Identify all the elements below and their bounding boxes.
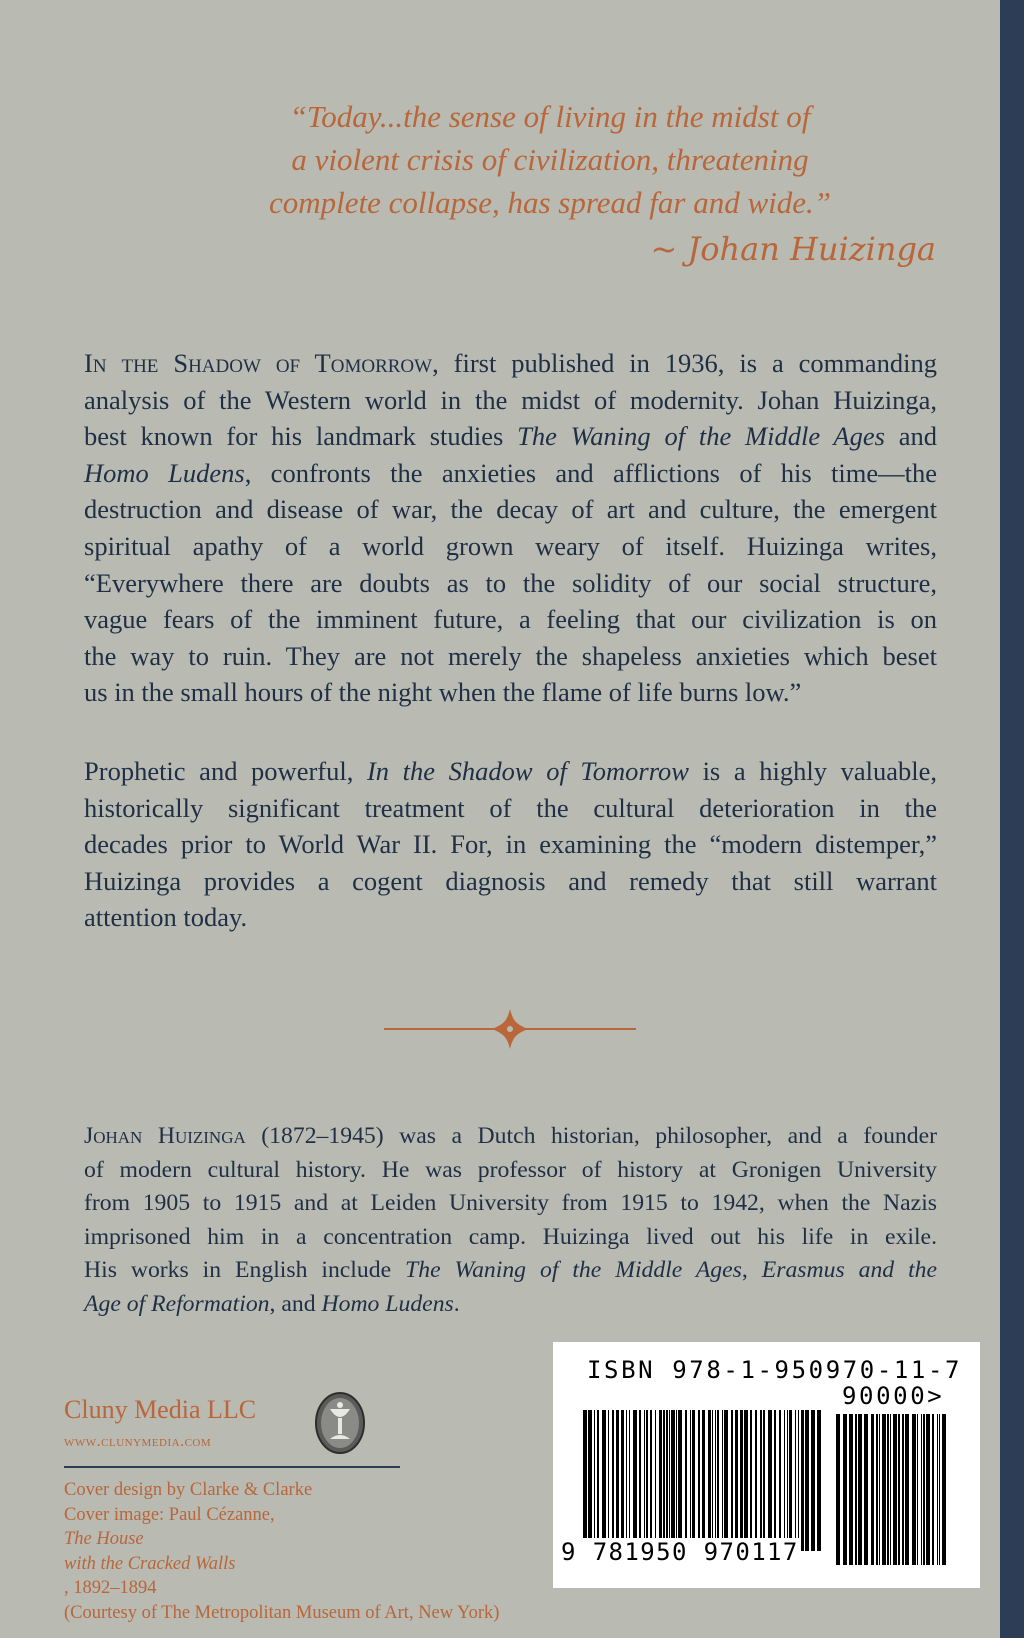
text-span: and bbox=[884, 421, 937, 452]
credit-courtesy: (Courtesy of The Metropolitan Museum of Art, New York) bbox=[64, 1602, 500, 1623]
barcode-bar bbox=[629, 1410, 630, 1551]
barcode-bar bbox=[646, 1410, 648, 1551]
barcode-bar bbox=[836, 1414, 840, 1565]
barcode-bar bbox=[608, 1410, 609, 1551]
text-line bbox=[84, 753, 937, 790]
text-span: , confronts the anxieties and afflictions of his time—the bbox=[244, 457, 938, 488]
barcode-bar bbox=[690, 1410, 691, 1551]
barcode-bar bbox=[755, 1410, 757, 1551]
barcode-bar bbox=[898, 1414, 900, 1565]
text-line: decades prior to World War II. For, in examining the “modern distemper,” bbox=[84, 829, 937, 860]
isbn-barcode bbox=[553, 1342, 980, 1588]
text-span: , and bbox=[269, 1290, 322, 1317]
book-title: Age of Reformation bbox=[84, 1290, 270, 1317]
barcode-bar bbox=[871, 1414, 874, 1565]
barcode-bar bbox=[676, 1410, 677, 1551]
book-title: In the Shadow of Tomorrow bbox=[84, 348, 433, 378]
text-line: spiritual apathy of a world grown weary of itself. Huizinga writes, bbox=[84, 530, 937, 561]
barcode-bar bbox=[722, 1410, 723, 1551]
barcode-bar bbox=[921, 1414, 922, 1565]
credit-image bbox=[64, 1503, 564, 1552]
barcode-bar bbox=[893, 1414, 897, 1565]
barcode-bar bbox=[917, 1414, 918, 1565]
text-line bbox=[84, 345, 937, 382]
barcode-bar bbox=[669, 1410, 670, 1551]
barcode-bar bbox=[698, 1410, 700, 1551]
barcode-bar bbox=[787, 1410, 788, 1551]
text-line: attention today. bbox=[84, 902, 248, 933]
text-span: best known for his landmark studies bbox=[84, 421, 518, 452]
book-title: Homo Ludens bbox=[321, 1290, 454, 1317]
barcode-bar bbox=[666, 1410, 668, 1551]
text-line: historically significant treatment of the cultural deterioration in the bbox=[84, 792, 937, 823]
artwork-title: The House bbox=[64, 1529, 144, 1549]
barcode-bar bbox=[692, 1410, 695, 1551]
barcode-bar bbox=[879, 1414, 880, 1565]
book-title: The Waning of the Middle Ages bbox=[405, 1257, 742, 1284]
text-line bbox=[84, 455, 937, 492]
epigraph-line: complete collapse, has spread far and wide.” bbox=[269, 185, 831, 220]
author-name: Johan Huizinga bbox=[84, 1123, 246, 1149]
barcode-bar bbox=[779, 1410, 781, 1551]
barcode-digits: 9 781950 970117 bbox=[561, 1538, 799, 1566]
artwork-title: with the Cracked Walls bbox=[64, 1553, 236, 1574]
barcode-bar bbox=[939, 1414, 940, 1565]
text-span: Prophetic and powerful, bbox=[84, 756, 367, 786]
barcode-bar bbox=[712, 1410, 713, 1551]
barcode-bar bbox=[890, 1414, 891, 1565]
barcode-bar bbox=[633, 1410, 637, 1551]
barcode-bar bbox=[594, 1410, 595, 1551]
barcode-bar bbox=[774, 1410, 776, 1551]
barcode-bar bbox=[621, 1410, 624, 1551]
author-bio bbox=[84, 1120, 937, 1322]
text-line: destruction and disease of war, the decay of art and culture, the emergent bbox=[84, 494, 937, 525]
book-title: Homo Ludens bbox=[84, 457, 245, 488]
barcode-bar bbox=[597, 1410, 599, 1551]
barcode-bar bbox=[923, 1414, 925, 1565]
barcode-bar bbox=[855, 1414, 857, 1565]
barcode-bar bbox=[805, 1410, 809, 1551]
barcode-bar bbox=[763, 1410, 765, 1551]
barcode-bar bbox=[926, 1414, 930, 1565]
barcode-bar bbox=[715, 1410, 716, 1551]
chalice-medallion-icon bbox=[314, 1391, 366, 1455]
barcode-bar bbox=[902, 1414, 904, 1565]
barcode-bar bbox=[789, 1410, 792, 1551]
text-line: the way to ruin. They are not merely the shapeless anxieties which beset bbox=[84, 640, 937, 671]
barcode-bar bbox=[650, 1410, 652, 1551]
description-paragraph-2 bbox=[84, 753, 937, 936]
barcode-bar bbox=[724, 1410, 728, 1551]
text-span: . bbox=[453, 1290, 460, 1317]
credit-image-cont bbox=[64, 1552, 564, 1601]
credit-design: Cover design by Clarke & Clarke bbox=[64, 1480, 313, 1500]
cover-credits bbox=[64, 1478, 564, 1625]
barcode-bar bbox=[784, 1410, 785, 1551]
text-line: “Everywhere there are doubts as to the solidity of our social structure, bbox=[84, 567, 937, 598]
ornament-center bbox=[507, 1026, 513, 1032]
barcode-bar bbox=[626, 1410, 627, 1551]
barcode-bar bbox=[735, 1410, 738, 1551]
barcode-bar bbox=[864, 1414, 868, 1565]
text-span: Cover image: Paul Cézanne, bbox=[64, 1504, 275, 1525]
fleuron-ornament-icon bbox=[380, 1005, 640, 1055]
text-line: of modern cultural history. He was professor of history at Gronigen University bbox=[84, 1156, 937, 1183]
barcode-bar bbox=[702, 1410, 705, 1551]
book-title: In the Shadow of Tomorrow bbox=[366, 756, 689, 786]
barcode-bar bbox=[616, 1410, 619, 1551]
text-line bbox=[84, 1120, 937, 1154]
text-line: us in the small hours of the night when the flame of life burns low.” bbox=[84, 677, 802, 708]
epigraph-line: “Today...the sense of living in the midst of bbox=[289, 99, 811, 134]
text-line: vague fears of the imminent future, a feeling that our civilization is on bbox=[84, 604, 937, 635]
text-span: (1872–1945) was a Dutch historian, philosopher, and a founder bbox=[245, 1123, 938, 1149]
epigraph-line: a violent crisis of civilization, threatening bbox=[291, 142, 809, 177]
text-span: , first published in 1936, is a commanding bbox=[432, 348, 937, 378]
barcode-bar bbox=[740, 1410, 743, 1551]
barcode-bar bbox=[717, 1410, 719, 1551]
text-line bbox=[84, 1254, 937, 1288]
barcode-bar bbox=[882, 1414, 886, 1565]
barcode-bar bbox=[678, 1410, 682, 1551]
divider bbox=[64, 1466, 400, 1468]
barcode-bar bbox=[858, 1414, 862, 1565]
barcode-bar bbox=[685, 1410, 687, 1551]
text-line: analysis of the Western world in the midst of modernity. Johan Huizinga, bbox=[84, 384, 937, 415]
epigraph-quote bbox=[160, 95, 940, 224]
barcode-bar bbox=[795, 1410, 796, 1551]
barcode-bar bbox=[817, 1410, 821, 1551]
text-span: , bbox=[741, 1257, 762, 1284]
barcode-bar bbox=[768, 1410, 772, 1551]
barcode-bar bbox=[798, 1410, 799, 1551]
host-circle bbox=[337, 1402, 343, 1408]
epigraph-attribution: ~ Johan Huizinga bbox=[650, 230, 936, 268]
text-span: His works in English include bbox=[84, 1257, 406, 1284]
barcode-bar bbox=[744, 1410, 748, 1551]
barcode-bar bbox=[612, 1410, 614, 1551]
text-span: is a highly valuable, bbox=[688, 756, 937, 786]
publisher-url: www.clunymedia.com bbox=[64, 1433, 212, 1450]
barcode-bar bbox=[659, 1410, 662, 1551]
barcode-bar bbox=[655, 1410, 656, 1551]
text-line bbox=[84, 1288, 937, 1322]
barcode-bar bbox=[937, 1414, 938, 1565]
barcode-bar bbox=[602, 1410, 606, 1551]
barcode-bar bbox=[731, 1410, 733, 1551]
barcode-bar bbox=[887, 1414, 889, 1565]
barcode-bar bbox=[760, 1410, 762, 1551]
text-line: from 1905 to 1915 and at Leiden University from 1915 to 1942, when the Nazis bbox=[84, 1190, 937, 1217]
description-paragraph-1 bbox=[84, 345, 937, 711]
barcode-addon-bars bbox=[836, 1414, 946, 1579]
barcode-bar bbox=[912, 1414, 916, 1565]
barcode-bar bbox=[801, 1410, 804, 1551]
chalice-stem bbox=[338, 1418, 342, 1434]
barcode-bar bbox=[811, 1410, 815, 1551]
barcode-bar bbox=[639, 1410, 641, 1551]
barcode-bar bbox=[644, 1410, 645, 1551]
price-code: 90000> bbox=[842, 1382, 945, 1410]
barcode-bar bbox=[876, 1414, 878, 1565]
isbn-label: ISBN 978-1-950970-11-7 bbox=[587, 1356, 963, 1384]
text-line bbox=[84, 418, 937, 455]
barcode-bar bbox=[932, 1414, 934, 1565]
book-title: The Waning of the Middle Ages bbox=[517, 421, 885, 452]
text-span: , 1892–1894 bbox=[64, 1578, 157, 1598]
barcode-bar bbox=[849, 1414, 853, 1565]
barcode-bar bbox=[843, 1414, 847, 1565]
publisher-name: Cluny Media LLC bbox=[64, 1395, 257, 1424]
spine-edge bbox=[1000, 0, 1024, 1638]
text-line: imprisoned him in a concentration camp. Huizinga lived out his life in exile. bbox=[84, 1223, 937, 1250]
barcode-bar bbox=[671, 1410, 675, 1551]
barcode-bar bbox=[750, 1410, 752, 1551]
text-line: Huizinga provides a cogent diagnosis and remedy that still warrant bbox=[84, 865, 937, 896]
barcode-bar bbox=[663, 1410, 665, 1551]
barcode-bar bbox=[905, 1414, 909, 1565]
barcode-bar bbox=[942, 1414, 946, 1565]
book-title: Erasmus and the bbox=[761, 1257, 938, 1284]
